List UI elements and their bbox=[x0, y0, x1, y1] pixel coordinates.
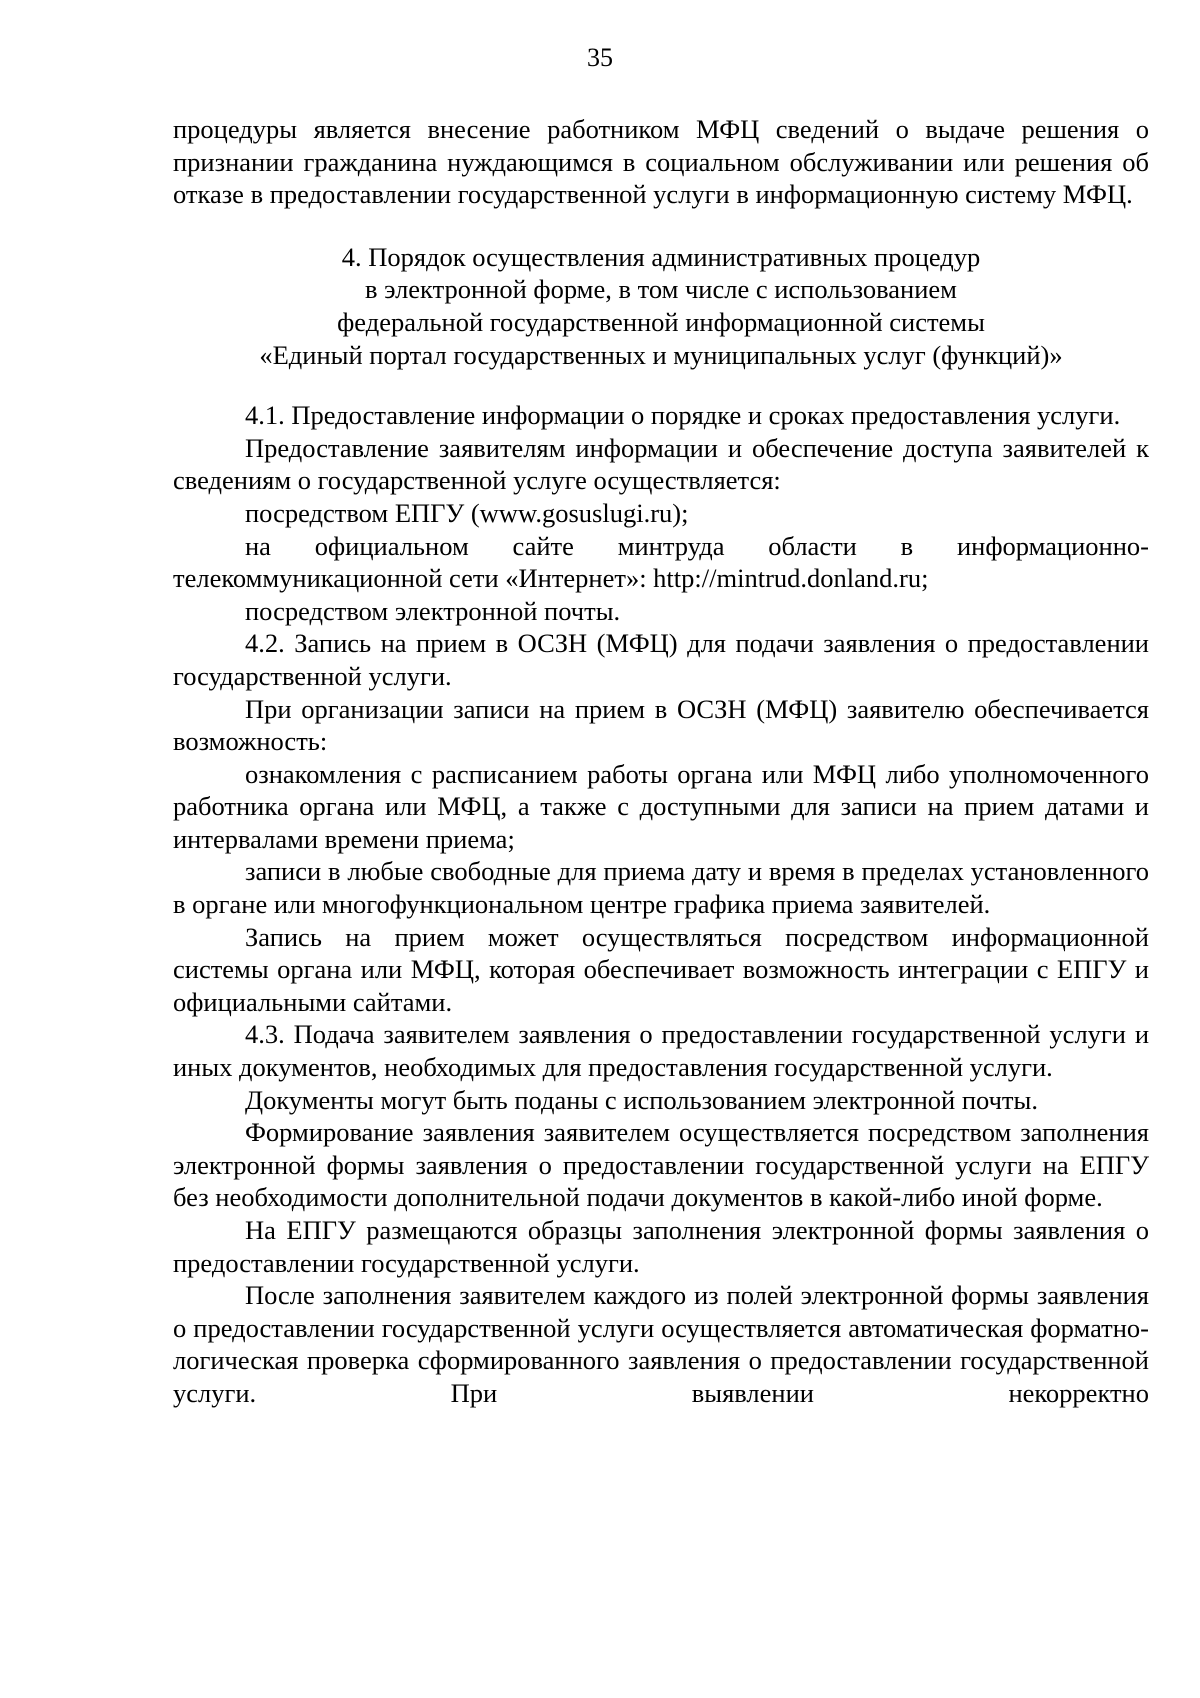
paragraph: на официальном сайте минтруда области в информационно-телекоммуникационной сети «Интернет»: http://mintrud.donland.ru; bbox=[173, 530, 1149, 594]
paragraph: Запись на прием может осуществляться посредством информационной системы органа или МФЦ, которая обеспечивает возможность интеграции с ЕПГУ и официальными сайтами. bbox=[173, 921, 1149, 1017]
paragraph: После заполнения заявителем каждого из полей электронной формы заявления о предоставлении государственной услуги осуществляется автоматическая форматно-логическая проверка сформированного заявления о предоставлении государственной услуги. При выявлении некорректно bbox=[173, 1280, 1149, 1408]
section-heading bbox=[173, 241, 1149, 371]
paragraph: Формирование заявления заявителем осуществляется посредством заполнения электронной формы заявления о предоставлении государственной услуги на ЕПГУ без необходимости дополнительной подачи документов в какой-либо иной форме. bbox=[173, 1117, 1149, 1213]
paragraph: Документы могут быть поданы с использованием электронной почты. bbox=[245, 1084, 1038, 1115]
document-body bbox=[173, 113, 1149, 1410]
paragraph: ознакомления с расписанием работы органа или МФЦ либо уполномоченного работника органа или МФЦ, а также с доступными для записи на прием датами и интервалами времени приема; bbox=[173, 758, 1149, 854]
paragraph: посредством электронной почты. bbox=[245, 595, 621, 626]
paragraph: записи в любые свободные для приема дату и время в пределах установленного в органе или многофункциональном центре графика приема заявителей. bbox=[173, 856, 1149, 920]
heading-line: 4. Порядок осуществления административных процедур bbox=[341, 241, 981, 272]
section-body bbox=[173, 399, 1149, 1409]
paragraph: Предоставление заявителям информации и обеспечение доступа заявителей к сведениям о государственной услуге осуществляется: bbox=[173, 432, 1149, 496]
paragraph: 4.1. Предоставление информации о порядке и сроках предоставления услуги. bbox=[245, 400, 1121, 431]
paragraph: посредством ЕПГУ (www.gosuslugi.ru); bbox=[245, 497, 689, 528]
paragraph: На ЕПГУ размещаются образцы заполнения электронной формы заявления о предоставлении государственной услуги. bbox=[173, 1215, 1149, 1278]
heading-line: в электронной форме, в том числе с использованием bbox=[365, 274, 957, 305]
heading-line: «Единый портал государственных и муниципальных услуг (функций)» bbox=[259, 339, 1063, 370]
paragraph: При организации записи на прием в ОСЗН (МФЦ) заявителю обеспечивается возможность: bbox=[173, 693, 1149, 757]
paragraph: 4.2. Запись на прием в ОСЗН (МФЦ) для подачи заявления о предоставлении государственной услуги. bbox=[173, 628, 1149, 691]
paragraph: 4.3. Подача заявителем заявления о предоставлении государственной услуги и иных документов, необходимых для предоставления государственной услуги. bbox=[173, 1019, 1149, 1083]
page-number: 35 bbox=[587, 43, 613, 72]
paragraph: процедуры является внесение работником МФЦ сведений о выдаче решения о признании гражданина нуждающимся в социальном обслуживании или решения об отказе в предоставлении государственной услуги в информационную систему МФЦ. bbox=[173, 114, 1149, 210]
heading-line: федеральной государственной информационной системы bbox=[337, 306, 985, 337]
